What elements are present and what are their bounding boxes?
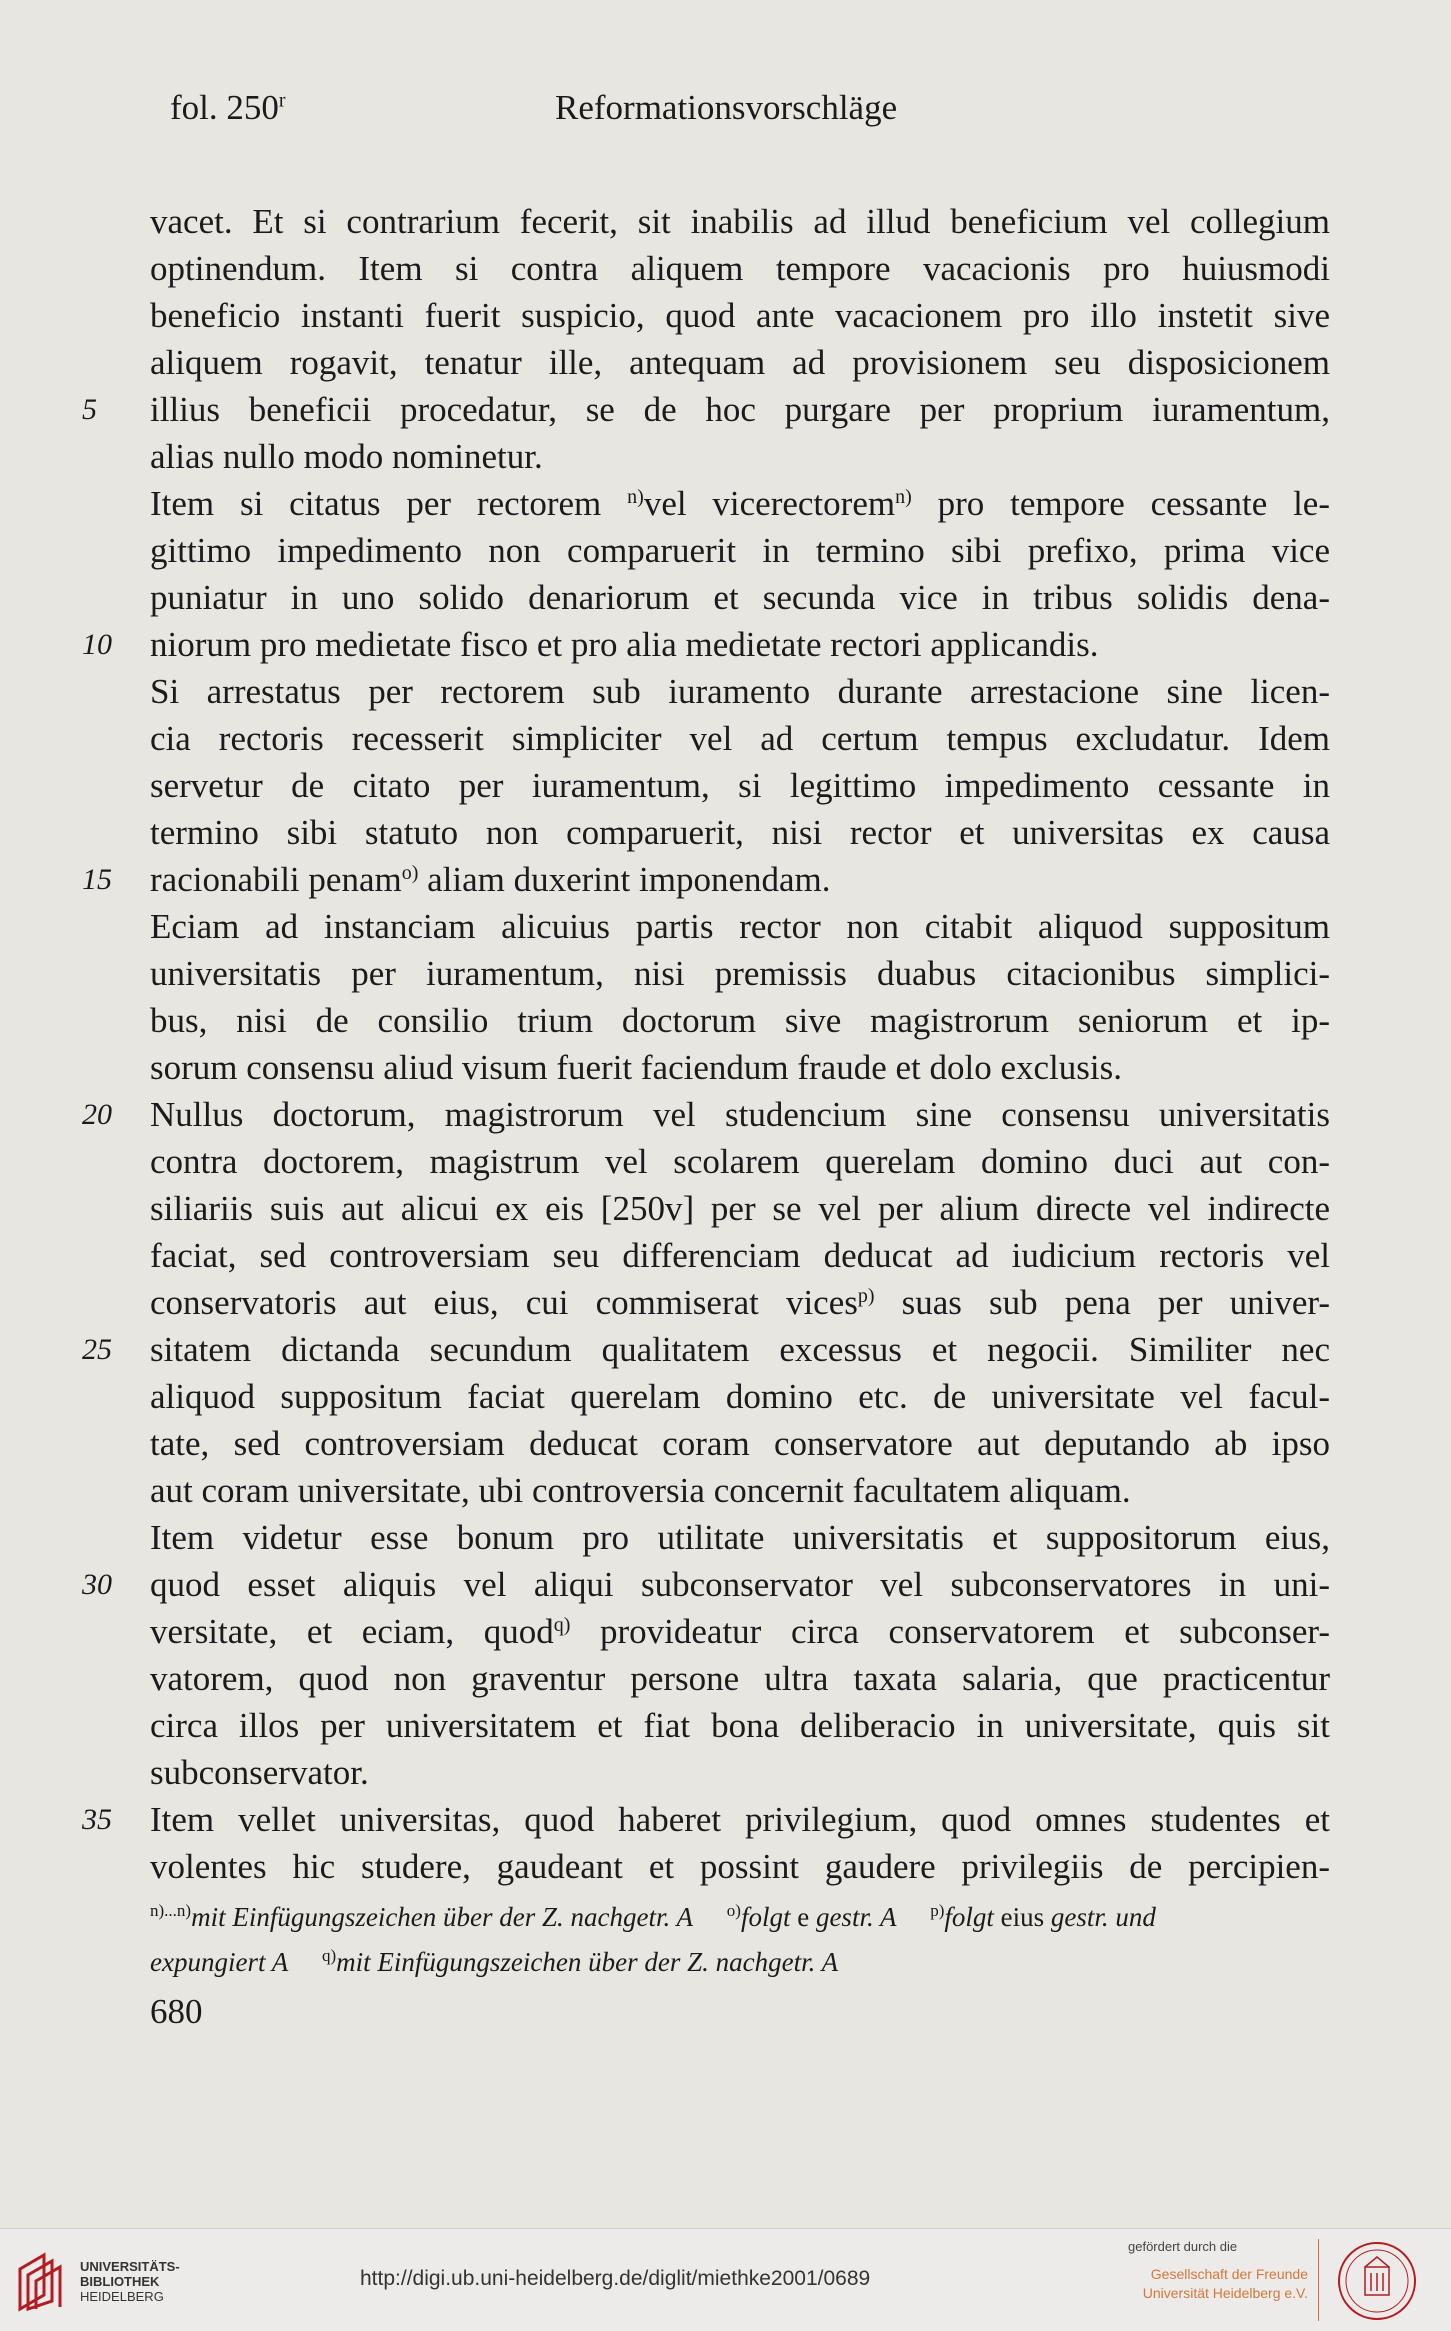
text-segment: volentes hic studere, gaudeant et possint gaudere privilegiis de percipien- xyxy=(150,1847,1330,1886)
text-line xyxy=(82,1796,1330,1843)
text-line xyxy=(150,433,1330,480)
text-line xyxy=(150,245,1330,292)
text-segment: provideatur circa conservatorem et subconser- xyxy=(570,1612,1330,1651)
text-segment: puniatur in uno solido denariorum et secunda vice in tribus solidis dena- xyxy=(150,578,1330,617)
footnote-text xyxy=(896,1902,930,1932)
footnote-text: gestr. A xyxy=(815,1902,897,1932)
text-line xyxy=(82,856,1330,903)
text-line xyxy=(150,480,1330,527)
running-title: Reformationsvorschläge xyxy=(555,88,898,127)
text-line xyxy=(150,1843,1330,1890)
text-segment: conservatoris aut eius, cui commiserat vices xyxy=(150,1283,858,1322)
text-line xyxy=(150,1232,1330,1279)
footnote-text: expungiert A xyxy=(150,1947,289,1977)
sponsor-name-line: Universität Heidelberg e.V. xyxy=(1142,2285,1308,2301)
footnote-marker: o) xyxy=(401,862,419,884)
text-segment: siliariis suis aut alicui ex eis [250v] per se vel per alium directe vel indirecte xyxy=(150,1189,1330,1228)
text-segment: Eciam ad instanciam alicuius partis rector non citabit aliquod suppositum xyxy=(150,907,1330,946)
text-segment: subconservator. xyxy=(150,1753,369,1792)
permalink-url[interactable]: http://digi.ub.uni-heidelberg.de/diglit/miethke2001/0689 xyxy=(360,2267,871,2290)
text-segment: Si arrestatus per rectorem sub iuramento durante arrestacione sine licen- xyxy=(150,672,1330,711)
text-line xyxy=(150,1655,1330,1702)
line-number: 25 xyxy=(82,1333,112,1366)
text-segment: beneficio instanti fuerit suspicio, quod ante vacacionem pro illo instetit sive xyxy=(150,296,1330,335)
text-line xyxy=(150,762,1330,809)
page-header xyxy=(0,88,1451,128)
folio-text: fol. 250 xyxy=(170,88,279,127)
footnote-line xyxy=(150,1940,1330,1985)
footnote-text: mit Einfügungszeichen über der Z. nachgetr. A xyxy=(336,1947,839,1977)
text-segment: quod esset aliquis vel aliqui subconservator vel subconservatores in uni- xyxy=(150,1565,1330,1604)
footnote-marker: q) xyxy=(553,1614,571,1636)
footnote-text xyxy=(693,1902,727,1932)
footnotes xyxy=(150,1895,1330,1985)
text-line xyxy=(150,339,1330,386)
text-line xyxy=(150,1702,1330,1749)
library-name-line: UNIVERSITÄTS- xyxy=(80,2259,180,2274)
line-number: 15 xyxy=(82,863,112,896)
viewer-footer xyxy=(0,2228,1451,2331)
text-segment: pro tempore cessante le- xyxy=(911,484,1330,523)
text-segment: vatorem, quod non graventur persone ultra taxata salaria, que practicentur xyxy=(150,1659,1330,1698)
line-number: 35 xyxy=(82,1803,112,1836)
text-line xyxy=(150,809,1330,856)
text-line xyxy=(150,1279,1330,1326)
library-name-line: HEIDELBERG xyxy=(80,2289,164,2304)
text-line xyxy=(150,950,1330,997)
text-segment: bus, nisi de consilio trium doctorum sive magistrorum seniorum et ip- xyxy=(150,1001,1330,1040)
text-segment: aliquod suppositum faciat querelam domino etc. de universitate vel facul- xyxy=(150,1377,1330,1416)
text-segment: alias nullo modo nominetur. xyxy=(150,437,543,476)
footnote-marker: n) xyxy=(627,486,644,508)
text-segment: contra doctorem, magistrum vel scolarem querelam domino duci aut con- xyxy=(150,1142,1330,1181)
text-line xyxy=(150,1044,1330,1091)
text-line xyxy=(82,621,1330,668)
text-segment: vel vicerectorem xyxy=(643,484,896,523)
text-segment: Nullus doctorum, magistrorum vel studencium sine consensu universitatis xyxy=(150,1095,1330,1134)
text-line xyxy=(150,1608,1330,1655)
text-line xyxy=(150,903,1330,950)
text-segment: Item vellet universitas, quod haberet privilegium, quod omnes studentes et xyxy=(150,1800,1330,1839)
university-seal-icon xyxy=(1337,2241,1417,2321)
text-segment: servetur de citato per iuramentum, si legittimo impedimento cessante in xyxy=(150,766,1330,805)
footnote-text xyxy=(288,1947,322,1977)
text-segment: vacet. Et si contrarium fecerit, sit inabilis ad illud beneficium vel collegium xyxy=(150,202,1330,241)
footer-divider xyxy=(1318,2239,1319,2321)
text-line xyxy=(150,1185,1330,1232)
sponsor-name-line: Gesellschaft der Freunde xyxy=(1150,2266,1308,2282)
library-name xyxy=(80,2259,180,2304)
line-number: 30 xyxy=(82,1568,112,1601)
footnote-line xyxy=(150,1895,1330,1940)
line-number: 10 xyxy=(82,628,112,661)
text-segment: Item si citatus per rectorem xyxy=(150,484,628,523)
folio-label xyxy=(170,88,286,128)
text-segment: cia rectoris recesserit simpliciter vel ad certum tempus excludatur. Idem xyxy=(150,719,1330,758)
text-line xyxy=(150,997,1330,1044)
text-line xyxy=(150,574,1330,621)
text-line xyxy=(150,1373,1330,1420)
text-segment: optinendum. Item si contra aliquem tempore vacacionis pro huiusmodi xyxy=(150,249,1330,288)
text-segment: gittimo impedimento non comparuerit in termino sibi prefixo, prima vice xyxy=(150,531,1330,570)
library-name-line: BIBLIOTHEK xyxy=(80,2274,160,2289)
text-segment: sitatem dictanda secundum qualitatem excessus et negocii. Similiter nec xyxy=(150,1330,1330,1369)
text-line xyxy=(150,198,1330,245)
text-line xyxy=(82,1561,1330,1608)
text-segment: universitatis per iuramentum, nisi premissis duabus citacionibus simplici- xyxy=(150,954,1330,993)
text-line xyxy=(150,1138,1330,1185)
text-line xyxy=(82,1091,1330,1138)
footnote-marker: n) xyxy=(895,486,912,508)
footnote-text: gestr. und xyxy=(1050,1902,1156,1932)
text-segment: aliquem rogavit, tenatur ille, antequam ad provisionem seu disposicionem xyxy=(150,343,1330,382)
folio-superscript: r xyxy=(278,89,286,112)
footnote-text: eius xyxy=(993,1902,1051,1932)
text-segment: faciat, sed controversiam seu differenciam deducat ad iudicium rectoris vel xyxy=(150,1236,1330,1275)
footnote-marker: q) xyxy=(321,1946,337,1965)
text-segment: aliam duxerint imponendam. xyxy=(418,860,831,899)
footnote-text: e xyxy=(790,1902,816,1932)
text-line xyxy=(150,1749,1330,1796)
text-segment: circa illos per universitatem et fiat bona deliberacio in universitate, quis sit xyxy=(150,1706,1330,1745)
text-line xyxy=(150,1467,1330,1514)
text-segment: versitate, et eciam, quod xyxy=(150,1612,554,1651)
footnote-text: folgt xyxy=(740,1902,791,1932)
university-library-logo-icon[interactable] xyxy=(14,2251,70,2313)
text-line xyxy=(150,1514,1330,1561)
text-line xyxy=(150,292,1330,339)
footnote-marker: n)...n) xyxy=(150,1901,192,1920)
text-segment: tate, sed controversiam deducat coram conservatore aut deputando ab ipso xyxy=(150,1424,1330,1463)
text-line xyxy=(150,527,1330,574)
text-segment: niorum pro medietate fisco et pro alia medietate rectori applicandis. xyxy=(150,625,1099,664)
footnote-text: folgt xyxy=(944,1902,994,1932)
main-text xyxy=(82,198,1330,1890)
text-segment: sorum consensu aliud visum fuerit faciendum fraude et dolo exclusis. xyxy=(150,1048,1122,1087)
footnote-marker: p) xyxy=(930,1901,945,1920)
sponsor-name[interactable] xyxy=(1128,2265,1308,2303)
footnote-marker: p) xyxy=(857,1285,875,1307)
text-line xyxy=(82,1326,1330,1373)
line-number: 20 xyxy=(82,1098,112,1131)
text-segment: suas sub pena per univer- xyxy=(874,1283,1330,1322)
text-segment: Item videtur esse bonum pro utilitate universitatis et suppositorum eius, xyxy=(150,1518,1330,1557)
text-segment: illius beneficii procedatur, se de hoc purgare per proprium iuramentum, xyxy=(150,390,1330,429)
text-segment: termino sibi statuto non comparuerit, nisi rector et universitas ex causa xyxy=(150,813,1330,852)
footnote-marker: o) xyxy=(726,1901,741,1920)
text-segment: racionabili penam xyxy=(150,860,402,899)
text-line xyxy=(82,386,1330,433)
page-number: 680 xyxy=(150,1992,203,2031)
line-number: 5 xyxy=(82,393,97,426)
text-line xyxy=(150,1420,1330,1467)
text-line xyxy=(150,715,1330,762)
text-segment: aut coram universitate, ubi controversia concernit facultatem aliquam. xyxy=(150,1471,1131,1510)
sponsor-label: gefördert durch die xyxy=(1128,2239,1238,2254)
text-line xyxy=(150,668,1330,715)
footnote-text: mit Einfügungszeichen über der Z. nachgetr. A xyxy=(191,1902,694,1932)
